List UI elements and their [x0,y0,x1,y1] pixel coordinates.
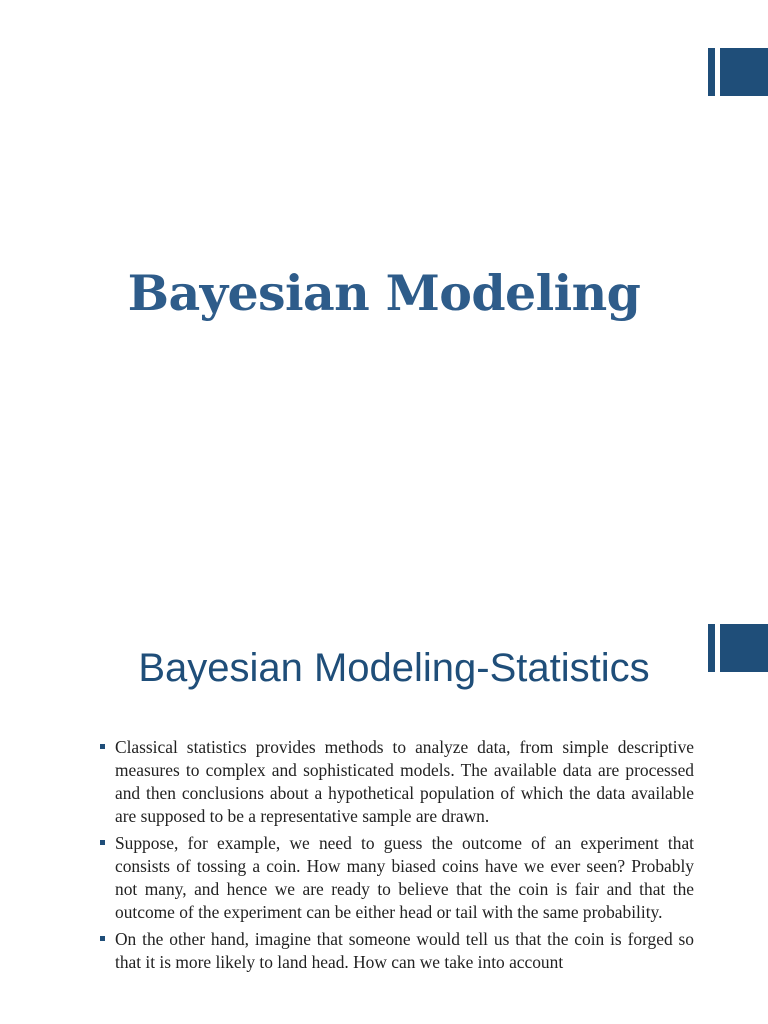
bullet-list [98,736,694,978]
square-bullet-icon [100,744,105,749]
slide-title: Bayesian Modeling-Statistics [138,646,650,690]
bullet-text: Suppose, for example, we need to guess the outcome of an experiment that consists of tossing a coin. How many biased coins have we ever seen? Probably not many, and hence we are ready to believe that the coin is fair and that the outcome of the experiment can be either head or tail with the same probability. [115,833,694,922]
content-slide [0,580,768,1024]
corner-thick-block [720,48,768,96]
bullet-text: On the other hand, imagine that someone would tell us that the coin is forged so that it is more likely to land head. How can we take into account [115,929,694,972]
bullet-text: Classical statistics provides methods to analyze data, from simple descriptive measures to complex and sophisticated models. The available data are processed and then conclusions about a hypothetical population of which the data available are supposed to be a representative sample are drawn. [115,737,694,826]
bullet-item [98,928,694,974]
bullet-item [98,832,694,924]
slide-title: Bayesian Modeling [127,264,641,322]
square-bullet-icon [100,936,105,941]
bullet-item [98,736,694,828]
square-bullet-icon [100,840,105,845]
corner-thin-bar [708,48,715,96]
corner-bar-icon [708,48,768,96]
